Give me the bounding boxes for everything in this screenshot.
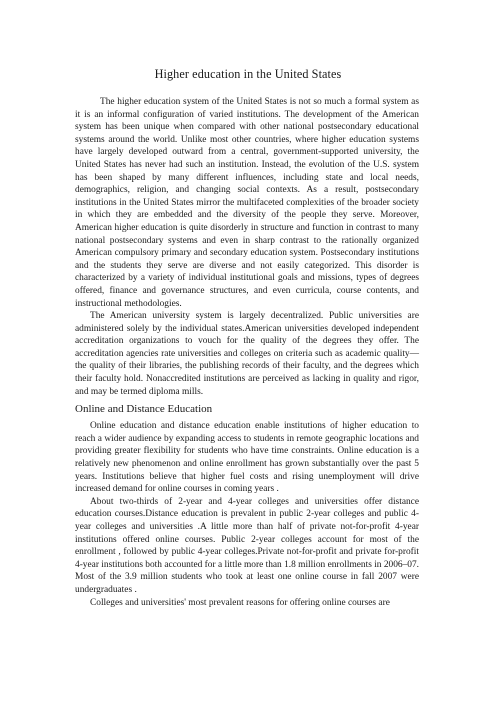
section-paragraph: Online education and distance education enable institutions of higher education to reach a wider audience by expanding access to students in remote geographic locations and providing greater flexibility for students who have time constraints. Online education is a relatively new phenomenon and online enrollment has grown substantially over the past 5 years. Institutions believe that higher fuel costs and rising unemployment will drive increased demand for online courses in coming years . <box>75 421 419 495</box>
body-paragraph: The higher education system of the United States is not so much a formal system as it is an informal configuration of varied institutions. The development of the American system has been unique when compared with other national postsecondary educational systems around the world. Unlike most other countries, where higher education systems have largely developed outward from a central, government-supported university, the United States has never had such an institution. Instead, the evolution of the U.S. system has been shaped by many different influences, including state and local needs, demographics, religion, and changing social contexts. As a result, postsecondary institutions in the United States mirror the multifaceted complexities of the broader society in which they are embedded and the diversity of the people they serve. Moreover, American higher education is quite disorderly in structure and function in contrast to many national postsecondary systems and even in sharp contrast to the rationally organized American compulsory primary and secondary education system. Postsecondary institutions and the students they serve are diverse and not easily categorized. This disorder is characterized by a variety of individual institutional goals and missions, types of degrees offered, finance and governance structures, and even curricula, course contents, and instructional methodologies. <box>75 97 419 309</box>
document-title: Higher education in the United States <box>154 67 342 81</box>
document-body <box>75 96 419 609</box>
section-heading: Online and Distance Education <box>75 403 213 416</box>
section-paragraph: Colleges and universities' most prevalent reasons for offering online courses are <box>90 597 390 608</box>
body-paragraph: The American university system is largely decentralized. Public universities are administered solely by the individual states.American universities developed independent accreditation organizations to vouch for the quality of the degrees they offer. The accreditation agencies rate universities and colleges on criteria such as academic quality—the quality of their libraries, the publishing records of their faculty, and the degrees which their faculty hold. Nonaccredited institutions are perceived as lacking in quality and rigor, and may be termed diploma mills. <box>75 311 419 397</box>
section-paragraph: About two-thirds of 2-year and 4-year colleges and universities offer distance education courses.Distance education is prevalent in public 2-year colleges and public 4-year colleges and universities .A little more than half of private not-for-profit 4-year institutions offered online courses. Public 2-year colleges account for most of the enrollment , followed by public 4-year colleges.Private not-for-profit and private for-profit 4-year institutions both accounted for a little more than 1.8 million enrollments in 2006–07. Most of the 3.9 million students who took at least one online course in fall 2007 were undergraduates . <box>75 496 419 595</box>
